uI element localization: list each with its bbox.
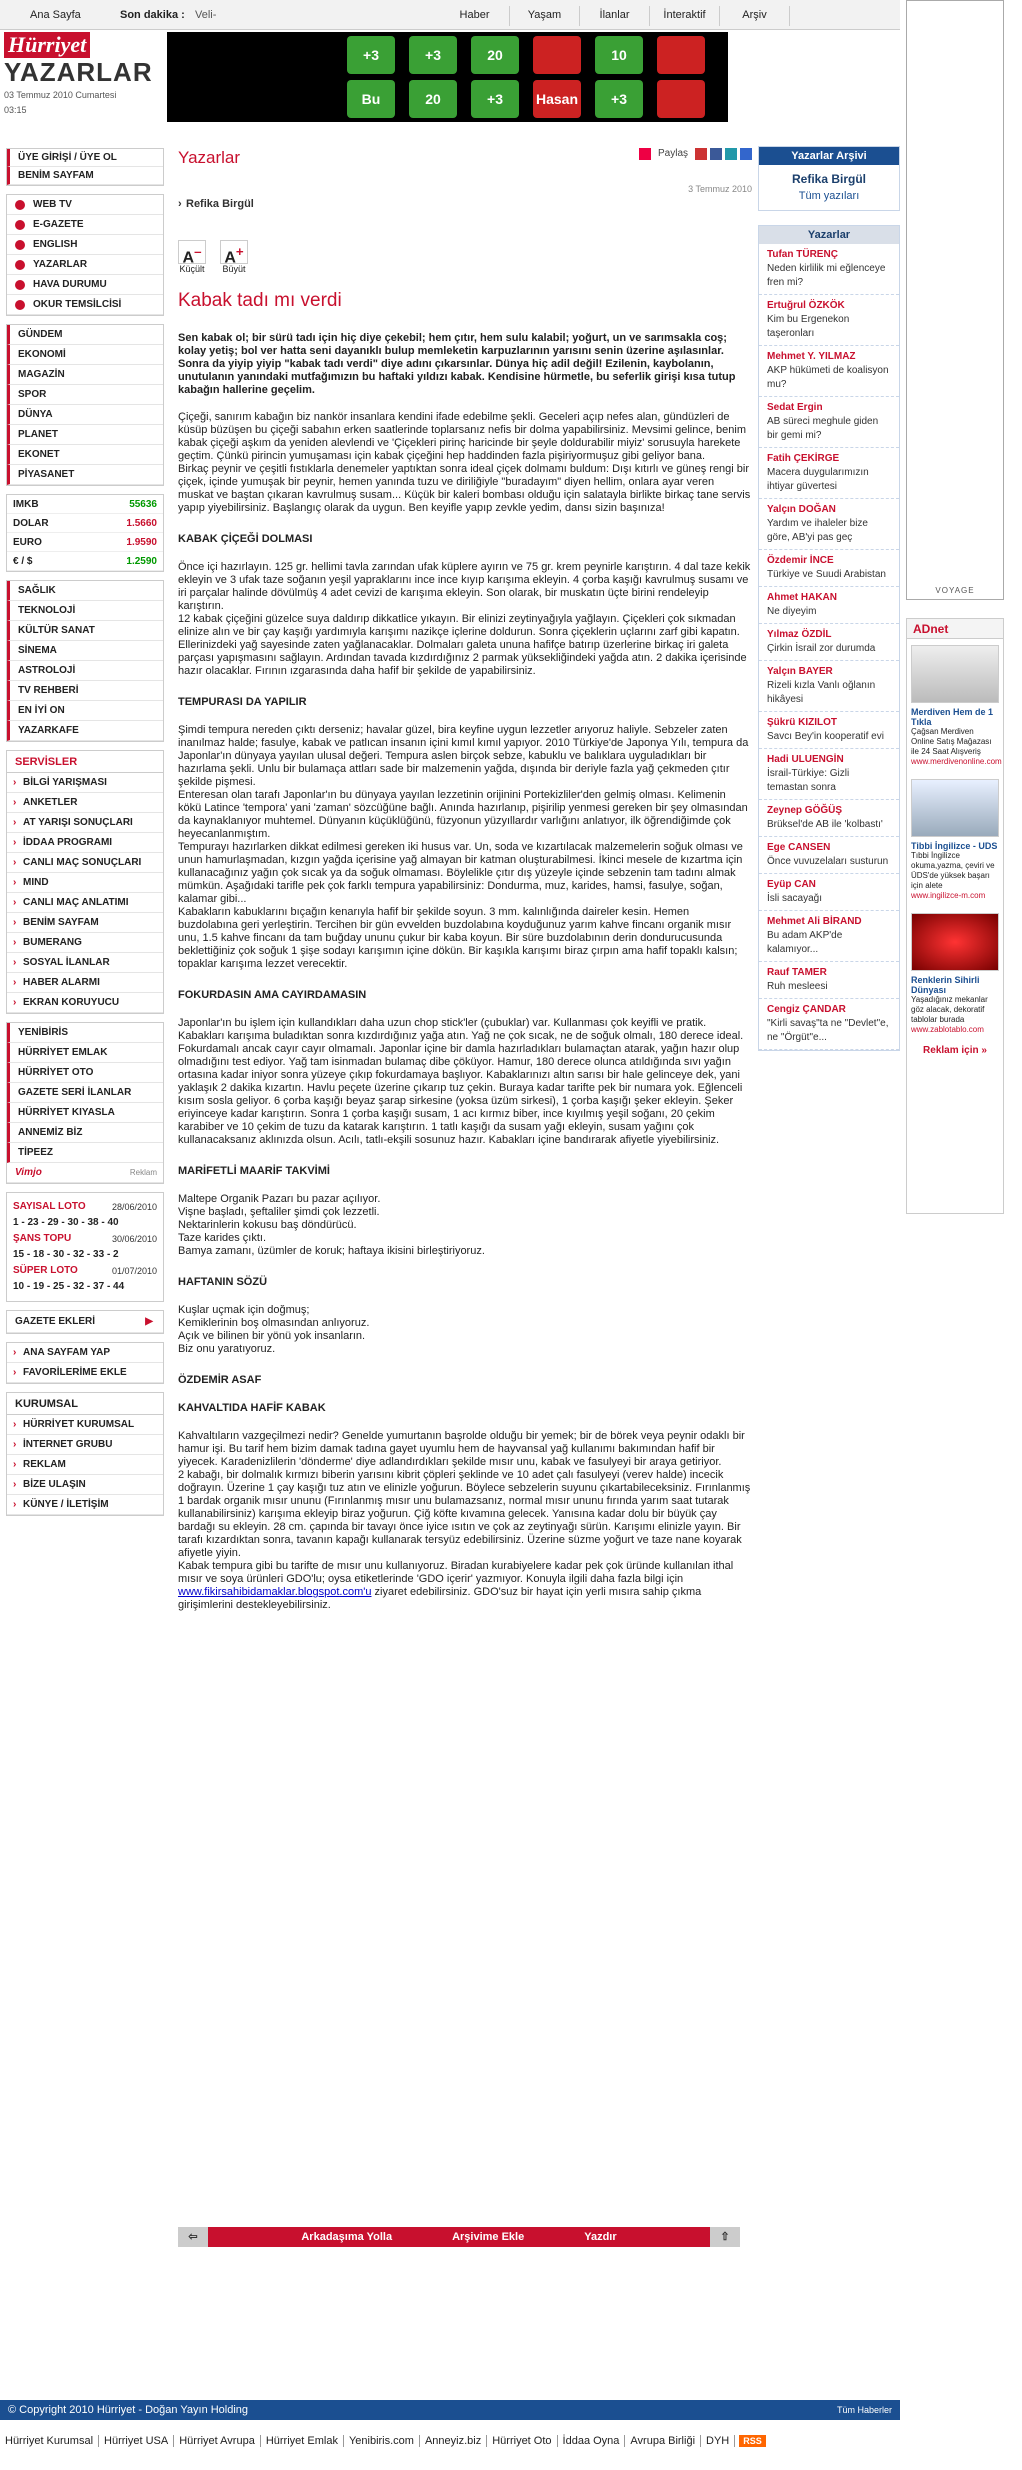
servisler-box (6, 750, 164, 1014)
share-bar (639, 148, 752, 160)
servis-item[interactable]: › CANLI MAÇ SONUÇLARI (7, 853, 163, 873)
servis-item[interactable]: › BENİM SAYFAM (7, 913, 163, 933)
nav-interaktif[interactable]: İnteraktif (650, 6, 720, 26)
person-icon (15, 300, 25, 310)
left-sidebar (6, 148, 164, 1524)
servis-item[interactable]: › CANLI MAÇ ANLATIMI (7, 893, 163, 913)
section-title: Yazarlar (178, 148, 241, 167)
author-name[interactable]: › Refika Birgül (178, 198, 752, 210)
footer-links (0, 2430, 900, 2452)
menu-ekonomi[interactable]: EKONOMİ (7, 345, 163, 365)
share-label[interactable]: Paylaş (657, 148, 688, 159)
menu-sinema[interactable]: SİNEMA (7, 641, 163, 661)
servisler-title: SERVİSLER (7, 751, 163, 773)
life-menu (6, 580, 164, 742)
ladder-image (911, 645, 999, 703)
poem-line: Kuşlar uçmak için doğmuş; (178, 1304, 310, 1316)
subheading: MARİFETLİ MAARİF TAKVİMİ (178, 1165, 330, 1177)
article-actions-bar (178, 2227, 740, 2247)
adnet-item[interactable]: Merdiven Hem de 1 Tıkla Çağsan Merdiven Online Satış Mağazası ile 24 Saat Alışveriş www.merdivenonline.com (907, 639, 1003, 773)
footer-link[interactable]: Hürriyet Emlak (261, 2435, 344, 2447)
top-banner-ad[interactable] (167, 32, 728, 145)
kurumsal-box (6, 1392, 164, 1516)
writer-item[interactable]: Ahmet HAKAN Ne diyeyim (759, 587, 899, 624)
footer-link[interactable]: Hürriyet Avrupa (174, 2435, 261, 2447)
copyright-bar (0, 2400, 900, 2420)
lottery-box (6, 1192, 164, 1302)
menu-teknoloji[interactable]: TEKNOLOJİ (7, 601, 163, 621)
group-link[interactable]: YENİBİRİS (7, 1023, 163, 1043)
writer-item[interactable]: Mehmet Ali BİRAND Bu adam AKP'de kalamıyor... (759, 911, 899, 962)
footer-link[interactable]: İddaa Oyna (558, 2435, 626, 2447)
footer-link[interactable]: Avrupa Birliği (625, 2435, 701, 2447)
send-friend-button[interactable]: Arkadaşıma Yolla (301, 2231, 393, 2243)
logo-brand: Hürriyet (4, 32, 90, 58)
tv-icon (15, 200, 25, 210)
rss-icon[interactable]: RSS (739, 2435, 766, 2447)
digg-icon[interactable] (695, 148, 707, 160)
paragraph: Birkaç peynir ve çeşitli fıstıklarla denemeler yaptıktan sonra ideal çiçek dolmamı buldum: Dışı kıtırlı ve güneş rengi bir çiçek, içinde yumuşak bir peynir, hemen yanında tuzu ve diriliğiyle "buradayım" diyen hellim, onlara ayar veren muskat ve baştan çıkaran kavrulmuş susam... Küçük bir kaleri bombası olduğu için salatayla birlikte birkaç tane servis yapıp yiyebilirsiniz. Başlangıç olarak da uygun. Ben keyifle yapıp zevkle yedim, dansı sizin başınıza! (178, 463, 751, 514)
servis-item[interactable]: › BİLGİ YARIŞMASI (7, 773, 163, 793)
menu-yazarkafe[interactable]: YAZARKAFE (7, 721, 163, 741)
increase-font-button[interactable]: A+ Büyüt (220, 240, 248, 274)
font-large-icon: A+ (220, 240, 248, 264)
kurumsal-item[interactable]: › HÜRRİYET KURUMSAL (7, 1415, 163, 1435)
footer-link[interactable]: Anneyiz.biz (420, 2435, 487, 2447)
top-nav (440, 6, 790, 26)
ad-brand: VOYAGE (935, 586, 975, 595)
list-line: Maltepe Organik Pazarı bu pazar açılıyor. (178, 1193, 381, 1205)
menu-ombudsman[interactable]: OKUR TEMSİLCİSİ (7, 295, 163, 315)
poem-line: Açık ve bilinen bir yönü yok insanların. (178, 1330, 366, 1342)
adnet-item[interactable]: Renklerin Sihirli Dünyası Yaşadığınız mekanlar göz alacak, dekoratif tablolar burada www.zablotablo.com (907, 907, 1003, 1041)
ad-tile: 20 (471, 36, 519, 74)
services-menu (6, 194, 164, 316)
add-icon[interactable] (639, 148, 651, 160)
article-title: Kabak tadı mı verdi (178, 290, 342, 311)
menu-spor[interactable]: SPOR (7, 385, 163, 405)
pen-icon (15, 260, 25, 270)
tools-box (6, 1342, 164, 1384)
writer-item[interactable]: Mehmet Y. YILMAZ AKP hükümeti de koalisyon mu? (759, 346, 899, 397)
weather-icon (15, 280, 25, 290)
menu-e-gazete[interactable]: E-GAZETE (7, 215, 163, 235)
menu-piyasanet[interactable]: PİYASANET (7, 465, 163, 485)
footer-link[interactable]: Hürriyet USA (99, 2435, 174, 2447)
paragraph: Şimdi tempura nereden çıktı derseniz; havalar güzel, bira keyfine uygun lezzetler arıyoruz haliyle. Sebzeler zaten inanılmaz halde; fasulye, kabak ve patlıcan insanın içini kımıl kımıl yapıyor. 2010 Türkiye'de Japonya Yılı, tempura da Japonlar'ın dünyaya yayılan ulusal değeri. Tempura aslen birçok sebze, kabuklu ve balıklara uyguladıkları bir hazırlama şekli. Unlu bir bulamaça attları sade bir malzemenin yağda, dışında bir deriyle fazla yağ çekmeden çıtır şekilde pişmesi. (178, 724, 749, 788)
servis-item[interactable]: › MIND (7, 873, 163, 893)
market-box (6, 494, 164, 572)
paragraph: Kabak tempura gibi bu tarifte de mısır unu kullanıyoruz. Biradan kurabiyelere kadar pek çok üründe kullanılan ithal mısır ve soya ürünleri GDO'lu; oysa etiketlerinde 'GDO içerir' yazmıyor. Konuyla ilgili daha fazla bilgi için www.fikirsahibidamaklar.blogspot.com'u ziyaret edebilirsiniz. GDO'suz bir hayat için yerli mısıra sahip çıkma girişimlerini destekleyebilirsiniz. (178, 1560, 734, 1611)
messenger-icon[interactable] (740, 148, 752, 160)
group-link[interactable]: HÜRRİYET KIYASLA (7, 1103, 163, 1123)
writer-item[interactable]: Ege CANSEN Önce vuvuzelaları susturun (759, 837, 899, 874)
home-link[interactable]: Ana Sayfa (30, 9, 81, 21)
kurumsal-item[interactable]: › REKLAM (7, 1455, 163, 1475)
writer-item[interactable]: Sedat Ergin AB süreci meghule giden bir gemi mi? (759, 397, 899, 448)
top-bar (0, 0, 900, 30)
servis-item[interactable]: › AT YARIŞI SONUÇLARI (7, 813, 163, 833)
writer-item[interactable]: Özdemir İNCE Türkiye ve Suudi Arabistan (759, 550, 899, 587)
kurumsal-title: KURUMSAL (7, 1393, 163, 1415)
writer-item[interactable]: Eyüp CAN İsli sacayağı (759, 874, 899, 911)
play-icon: ▶ (145, 1316, 153, 1327)
paragraph: Tempurayı hazırlarken dikkat edilmesi gereken iki husus var. Un, soda ve kızartılacak malzemelerin soğuk olması ve unun hamurlaşmadan, kızgın yağda içerisine yağ almayan bir katman oluşturabilmesi. İkinci mesele de kızartma için kullanacağınız yağın çok sıcak ya da soğuk olmaması. Böylelikle çıtır dış yüzeyle içinde sebzenin tam tadını almak mümkün. Aşağıdaki tarifle pek çok farklı tempura yapabilirsiniz: Dondurma, muz, karides, hamsi, fasulye, soğan, kalamar gibi... (178, 841, 743, 905)
article-lead: Sen kabak ol; bir sürü tadı için hiç diye çekebil; hem çıtır, hem sulu kalabil; yoğurt, un ve sarımsakla coş; kolay yetiş; bol ver hatta seni dayanıklı bulup memleketin karpuzlarının yarısını senin üzerine aşılasınlar. Sonra da yiyip yiyip "kabak tadı verdi" diye adını çıkarsınlar. Dünya hiç adil değil! Ezilenin, kaybolanın, unutulanın yanındaki mutfağımızın bu haftaki yıldızı kabak. Kendisine hürmetle, bu seferlik girişi kısa tutup kabağın hallerine geçelim. (178, 332, 736, 396)
kurumsal-item[interactable]: › İNTERNET GRUBU (7, 1435, 163, 1455)
nav-arsiv[interactable]: Arşiv (720, 6, 790, 26)
paragraph: Japonlar'ın bu işlem için kullandıkları daha uzun chop stick'ler (çubuklar) var. Kullanması çok keyifli ve pratik. Kabakları karışıma buladıktan sonra kızdırdığınız yağa atın. Yağ ne çok sıcak, ne de soğuk olmalı, 180 derece ideal. Fokurdamalı ancak cayır cayır olmamalı. Japonlar içine bir damla hazırladıkları bulamaçtan atarak, yağın hazır olup olmadığını test ediyor. Yağ tam isinmadan bulamaç dibe çöküyor. Hamur, 180 derece olunca atıldığında sıvı yağın ortasına kadar iniyor sonra yüzeye çıkıp fokurdamaya başlıyor. Kabaklarınızı altın sarısı bir hale gelinceye dek, yani yaklaşık 2 dakika kızartın. Havlu peçete üzerine çıkarıp tuz çekin. Buraya kadar tarifte pek bir numara yok. Eğlenceli kısım sosla geliyor. 6 çorba kaşığı beyaz şarap sirkesine (yoksa üzüm sirkesi), 1 çorba kaşığı şeker ekleyin. Şeker eriyinceye kadar karıştırın. Sonra 1 çorba kaşığı susam, 1 acı kırmız biber, ince kıyılmış yeşil soğanı, 20 çekim karabiber ve 10 çekim de tuzu da katarak karıştırın. 1 tatlı kaşığı da susam yağı ekleyin, susam yağını çok kullanacaksanız aklınızda olsun. Acılı, tatlı-ekşili sosunuz hazır. Kabakları içine bandırarak afiyetle yiyebilirsiniz. (178, 1017, 744, 1146)
group-link[interactable]: GAZETE SERİ İLANLAR (7, 1083, 163, 1103)
menu-english[interactable]: ENGLISH (7, 235, 163, 255)
site-logo[interactable] (4, 32, 164, 115)
writers-title: Yazarlar (759, 226, 899, 244)
current-time: 03:15 (4, 105, 27, 115)
list-line: Taze karides çıktı. (178, 1232, 267, 1244)
menu-astroloji[interactable]: ASTROLOJİ (7, 661, 163, 681)
font-small-icon: A– (178, 240, 206, 264)
breaking-news-ticker[interactable]: Veli- (195, 9, 217, 21)
menu-saglik[interactable]: SAĞLIK (7, 581, 163, 601)
paragraph: Önce içi hazırlayın. 125 gr. hellimi tavla zarından ufak küplere ayırın ve 75 gr. krem peynirle karıştırın. 4 dal taze kekik ekleyin ve 3 ufak taze soğanın yeşil yapraklarını ince ince kıyıp karışıma ekleyin. 4 çorba kaşığı kavrulmuş susamı ve iri parçalar halinde dövülmüş 4 adet cevizi de karışıma ekleyin. Son olarak, bir muskatın üçte birini rendeleyip karıştırın. (178, 561, 751, 612)
ad-tile: +3 (409, 36, 457, 74)
ad-tile: +3 (347, 36, 395, 74)
footer-link[interactable]: DYH (701, 2435, 735, 2447)
market-row-dolar[interactable]: DOLAR 1.5660 (7, 514, 163, 533)
writers-box (758, 225, 900, 1051)
list-line: Nektarinlerin kokusu baş döndürücü. (178, 1219, 357, 1231)
add-favorites-link[interactable]: › FAVORİLERİME EKLE (7, 1363, 163, 1383)
logo-section: YAZARLAR (4, 57, 153, 87)
subheading: KAHVALTIDA HAFİF KABAK (178, 1402, 326, 1414)
adnet-box (906, 618, 1004, 1214)
subheading: TEMPURASI DA YAPILIR (178, 696, 307, 708)
subheading: HAFTANIN SÖZÜ (178, 1276, 268, 1288)
paragraph: Kahvaltıların vazgeçilmezi nedir? Genelde yumurtanın başrolde olduğu bir yemek; bir de börek veya peynir odaklı bir hamur işi. Bu tarif hem bizim damak tadına gayet uyumlu hem de hayvansal yağ kullanımı bakımından hafif bir yiyecek. Karadenizlilerin 'dönderme' diye adlandırdıkları şekilde mısır unu, kabak ve fasulyeyi bir araya getiriyor. (178, 1430, 745, 1468)
menu-yazarlar[interactable]: YAZARLAR (7, 255, 163, 275)
adnet-title: ADnet (907, 619, 1003, 639)
breaking-news-label: Son dakika : (120, 9, 185, 21)
font-size-controls (178, 240, 752, 274)
ad-tile: Bu Şeker (347, 80, 395, 118)
menu-en-iyi-on[interactable]: EN İYİ ON (7, 701, 163, 721)
group-sites-box (6, 1022, 164, 1184)
group-link[interactable]: HÜRRİYET EMLAK (7, 1043, 163, 1063)
newspaper-icon (15, 220, 25, 230)
menu-tv-rehberi[interactable]: TV REHBERİ (7, 681, 163, 701)
back-arrow-icon[interactable]: ⇦ (178, 2227, 208, 2247)
menu-ekonet[interactable]: EKONET (7, 445, 163, 465)
nav-ilanlar[interactable]: İlanlar (580, 6, 650, 26)
up-arrow-icon[interactable]: ⇧ (710, 2227, 740, 2247)
menu-web-tv[interactable]: WEB TV (7, 195, 163, 215)
subheading: ÖZDEMİR ASAF (178, 1374, 262, 1386)
vimjo-ad[interactable]: Vimjo Reklam (7, 1163, 163, 1183)
blog-link[interactable]: www.fikirsahibidamaklar.blogspot.com'u (178, 1586, 372, 1598)
archive-author[interactable]: Refika Birgül (791, 172, 866, 186)
skyscraper-ad[interactable] (906, 0, 1004, 600)
market-row-euro[interactable]: EURO 1.9590 (7, 533, 163, 552)
paragraph: Enteresan olan tarafı Japonlar'ın bu dünyaya yayılan lezzetinin orijinini Portekizliler'den gelmiş olması. Kelimenin kökü Latince 'tempora' yani 'zaman' sözcüğüne bağlı. Anında hazırlanıp, pişirilip yenmesi gereken bir şey olmasından da kaynaklanıyor muhtemel. Dünyanın küçüklüğünü, füzyonun yüzyıllardır varlığını anlatıyor, ilk öğrendiğimde çok heyecanlanmıştım. (178, 789, 748, 840)
menu-gundem[interactable]: GÜNDEM (7, 325, 163, 345)
paragraph: Çiçeği, sanırım kabağın biz nankör insanlara kendini ifade edebilme şekli. Geceleri açıp nefes alan, gündüzleri de küsüp büzüşen bu çiçeği sabahın erken saatlerinde toplarsanız nefis bir dolma yapabilirsiniz. Mevsimi gelince, benim kabak çiçeği aşkım da yeniden alevlendi ve 'Çiçekleri pirinç haricinde bir şeyle doldurabilir miyiz' sorusuyla harekete geçtim. Çünkü pirincin yumuşaması için kabak çiçeğini hep haddinden fazla pişiriyormuşuz gibi geliyor bana. (178, 411, 747, 462)
globe-icon (15, 240, 25, 250)
paragraph: 12 kabak çiçeğini güzelce suya daldırıp dikkatlice yıkayın. Bir elinizi zeytinyağıyla yağlayın. Çiçekleri çok sıkmadan elinize alın ve bir çay kaşığı yardımıyla karışımı nazikçe içlerine doldurun. Sonra çiçeklerin uçlarını zarf gibi kapatın. Ellerinizdeki yağ sayesinde zaten yağlanacaklar. Dolmaları galeta ununa hafifçe batırıp üzerlerine birkaç iri galeta parçası yapışmasını sağlayın. Ardından tavada kızdırdığınız 2 parmak yüksekliğindeki yağda atın. 2 dakika içerisinde hazır olacaklar. Fırının ızgarasında daha hafif bir şekilde de yapabilirsiniz. (178, 613, 747, 677)
writer-item[interactable]: Şükrü KIZILOT Savcı Bey'in kooperatif evi (759, 712, 899, 749)
kurumsal-item[interactable]: › BİZE ULAŞIN (7, 1475, 163, 1495)
painting-image (911, 913, 999, 971)
menu-magazin[interactable]: MAGAZİN (7, 365, 163, 385)
make-homepage-link[interactable]: › ANA SAYFAM YAP (7, 1343, 163, 1363)
copyright-text: © Copyright 2010 Hürriyet - Doğan Yayın Holding (8, 2404, 249, 2416)
writer-item[interactable]: Tufan TÜRENÇ Neden kirlilik mi eğlenceye fren mi? (759, 244, 899, 295)
writer-item[interactable]: Hadi ULUENGİN İsrail-Türkiye: Gizli temastan sonra (759, 749, 899, 800)
servis-item[interactable]: › BUMERANG (7, 933, 163, 953)
twitter-icon[interactable] (725, 148, 737, 160)
writer-item[interactable]: Yılmaz ÖZDİL Çirkin İsrail zor durumda (759, 624, 899, 661)
menu-kultur-sanat[interactable]: KÜLTÜR SANAT (7, 621, 163, 641)
all-news-link[interactable]: Tüm Haberler (836, 2405, 892, 2415)
current-date: 03 Temmuz 2010 Cumartesi (4, 90, 117, 100)
poem-line: Biz onu yaratıyoruz. (178, 1343, 276, 1355)
paragraph: 2 kabağı, bir dolmalık kırmızı biberin yarısını kibrit çöpleri şeklinde ve 10 adet çalı fasulyeyi (verev halde) incecik doğrayın. Üzerine 1 çay kaşığı tuz atın ve elinizle yoğurun. Böylece sebzelerin suyunu çıkartabileceksiniz. Fırınlanmış 1 bardak organik mısır ununu (Fırınlanmış mısır unu bulamazsanız, normal mısır ununu fırında yarım saat tutarak kullanabilirsiniz) karışıma ekleyip biraz yoğurun. Çiğ köfte kıvamına gelecek. Yanısına kadar dolu bir büyük çay bardağı su ekleyin. 28 cm. çapında bir tavayı önce iyice ısıtın ve çok az zeytinyağı sürün. Karışımı elinizle yayın. Bir tarafı kızardıktan sonra, tavanın kapağı kullanarak tersyüz edebilirsiniz. Üzerine süzme yoğurt ve taze nane koyarak afiyetle yiyin. (178, 1469, 751, 1559)
lottery-results[interactable]: SAYISAL LOTO 28/06/2010 1 - 23 - 29 - 30 - 38 - 40 ŞANS TOPU 30/06/2010 15 - 18 - 30 - 32 - 33 - 2 SÜPER LOTO 01/07/2010 10 - 19 - 25 - 32 - 37 - 44 (13, 1201, 157, 1292)
advertise-link[interactable]: Reklam için » (923, 1045, 987, 1056)
poem-line: Kemiklerinin boş olmasından anlıyoruz. (178, 1317, 370, 1329)
footer-link[interactable]: Hürriyet Oto (487, 2435, 557, 2447)
market-row-parity[interactable]: € / $ 1.2590 (7, 552, 163, 571)
writer-item[interactable]: Yalçın DOĞAN Yardım ve ihaleler bize göre, AB'yi pas geç (759, 499, 899, 550)
menu-dunya[interactable]: DÜNYA (7, 405, 163, 425)
servis-item[interactable]: › İDDAA PROGRAMI (7, 833, 163, 853)
group-link[interactable]: ANNEMİZ BİZ (7, 1123, 163, 1143)
writer-item[interactable]: Yalçın BAYER Rizeli kızla Vanlı oğlanın hikâyesi (759, 661, 899, 712)
subheading: KABAK ÇİÇEĞİ DOLMASI (178, 533, 313, 545)
print-button[interactable]: Yazdır (584, 2231, 617, 2243)
ad-tile (533, 36, 581, 74)
ad-tile: 10 (595, 36, 643, 74)
menu-planet[interactable]: PLANET (7, 425, 163, 445)
login-box (6, 148, 164, 186)
ad-tile (657, 80, 705, 118)
servis-item[interactable]: › EKRAN KORUYUCU (7, 993, 163, 1013)
servis-item[interactable]: › SOSYAL İLANLAR (7, 953, 163, 973)
sections-menu (6, 324, 164, 486)
group-link[interactable]: HÜRRİYET OTO (7, 1063, 163, 1083)
writer-item[interactable]: Rauf TAMER Ruh mesleesi (759, 962, 899, 999)
servis-item[interactable]: › HABER ALARMI (7, 973, 163, 993)
writer-item[interactable]: Zeynep GÖĞÜŞ Brüksel'de AB ile 'kolbastı' (759, 800, 899, 837)
right-sidebar (758, 146, 900, 1065)
login-link[interactable]: ÜYE GİRİŞİ / ÜYE OL (7, 149, 163, 167)
facebook-icon[interactable] (710, 148, 722, 160)
ad-tile: +3 (595, 80, 643, 118)
article (178, 148, 752, 1612)
decrease-font-button[interactable]: A– Küçült (178, 240, 206, 274)
list-line: Bamya zamanı, üzümler de koruk; haftaya ikisini birleştiriyoruz. (178, 1245, 485, 1257)
servis-item[interactable]: › ANKETLER (7, 793, 163, 813)
writer-item[interactable]: Fatih ÇEKİRGE Macera duygularımızın ihtiyar güvertesi (759, 448, 899, 499)
ad-tile: 20 (409, 80, 457, 118)
writer-item[interactable]: Ertuğrul ÖZKÖK Kim bu Ergenekon taşeronları (759, 295, 899, 346)
all-articles-link[interactable]: Tüm yazıları (798, 190, 860, 202)
archive-title: Yazarlar Arşivi (759, 147, 899, 165)
footer-link[interactable]: Yenibiris.com (344, 2435, 420, 2447)
adnet-item[interactable]: Tibbi İngilizce - UDS Tıbbi İngilizce okuma,yazma, çeviri ve ÜDS'de yüksek başarı için alete www.ingilizce-m.com (907, 773, 1003, 907)
nav-yasam[interactable]: Yaşam (510, 6, 580, 26)
menu-weather[interactable]: HAVA DURUMU (7, 275, 163, 295)
ad-tile: Hasan (533, 80, 581, 118)
writer-item[interactable]: Cengiz ÇANDAR "Kirli savaş"ta ne "Devlet"e, ne "Örgüt"e... (759, 999, 899, 1050)
ad-tile (657, 36, 705, 74)
kurumsal-item[interactable]: › KÜNYE / İLETİŞİM (7, 1495, 163, 1515)
list-line: Vişne başladı, şeftaliler şimdi çok lezzetli. (178, 1206, 380, 1218)
nav-haber[interactable]: Haber (440, 6, 510, 26)
article-date: 3 Temmuz 2010 (688, 184, 752, 194)
paragraph: Kabakların kabuklarını bıçağın kenarıyla hafif bir şekilde soyun. 3 mm. kalınlığında daireler kesin. Hemen buzdolabına geri yerleştirin. Tercihen bir gün evvelden buzdolabına koyduğunuz yarım kahve fincanı organik mısır unu, 1.5 kahve fincanı da tam buğday ununu çukur bir kaba koyun. Bir süre buzdolabının derin dondurucusunda beklettiğiniz çok soğuk 1 şişe sodayı karışımın içine dökün. Bir kaşıkla karışımı biraz çırpın ama hafif topaklı kalsın; topaklar karışıma lezzet verecektir. (178, 906, 738, 970)
subheading: FOKURDASIN AMA CAYIRDAMASIN (178, 989, 367, 1001)
ad-tile: +3 (471, 80, 519, 118)
add-archive-button[interactable]: Arşivime Ekle (452, 2231, 525, 2243)
footer-link[interactable]: Hürriyet Kurumsal (0, 2435, 99, 2447)
stethoscope-image (911, 779, 999, 837)
group-link[interactable]: TİPEEZ (7, 1143, 163, 1163)
my-page-link[interactable]: BENİM SAYFAM (7, 167, 163, 185)
gazete-ekleri[interactable]: GAZETE EKLERİ ▶ (6, 1310, 164, 1334)
archive-box (758, 146, 900, 211)
market-row-imkb[interactable]: IMKB 55636 (7, 495, 163, 514)
